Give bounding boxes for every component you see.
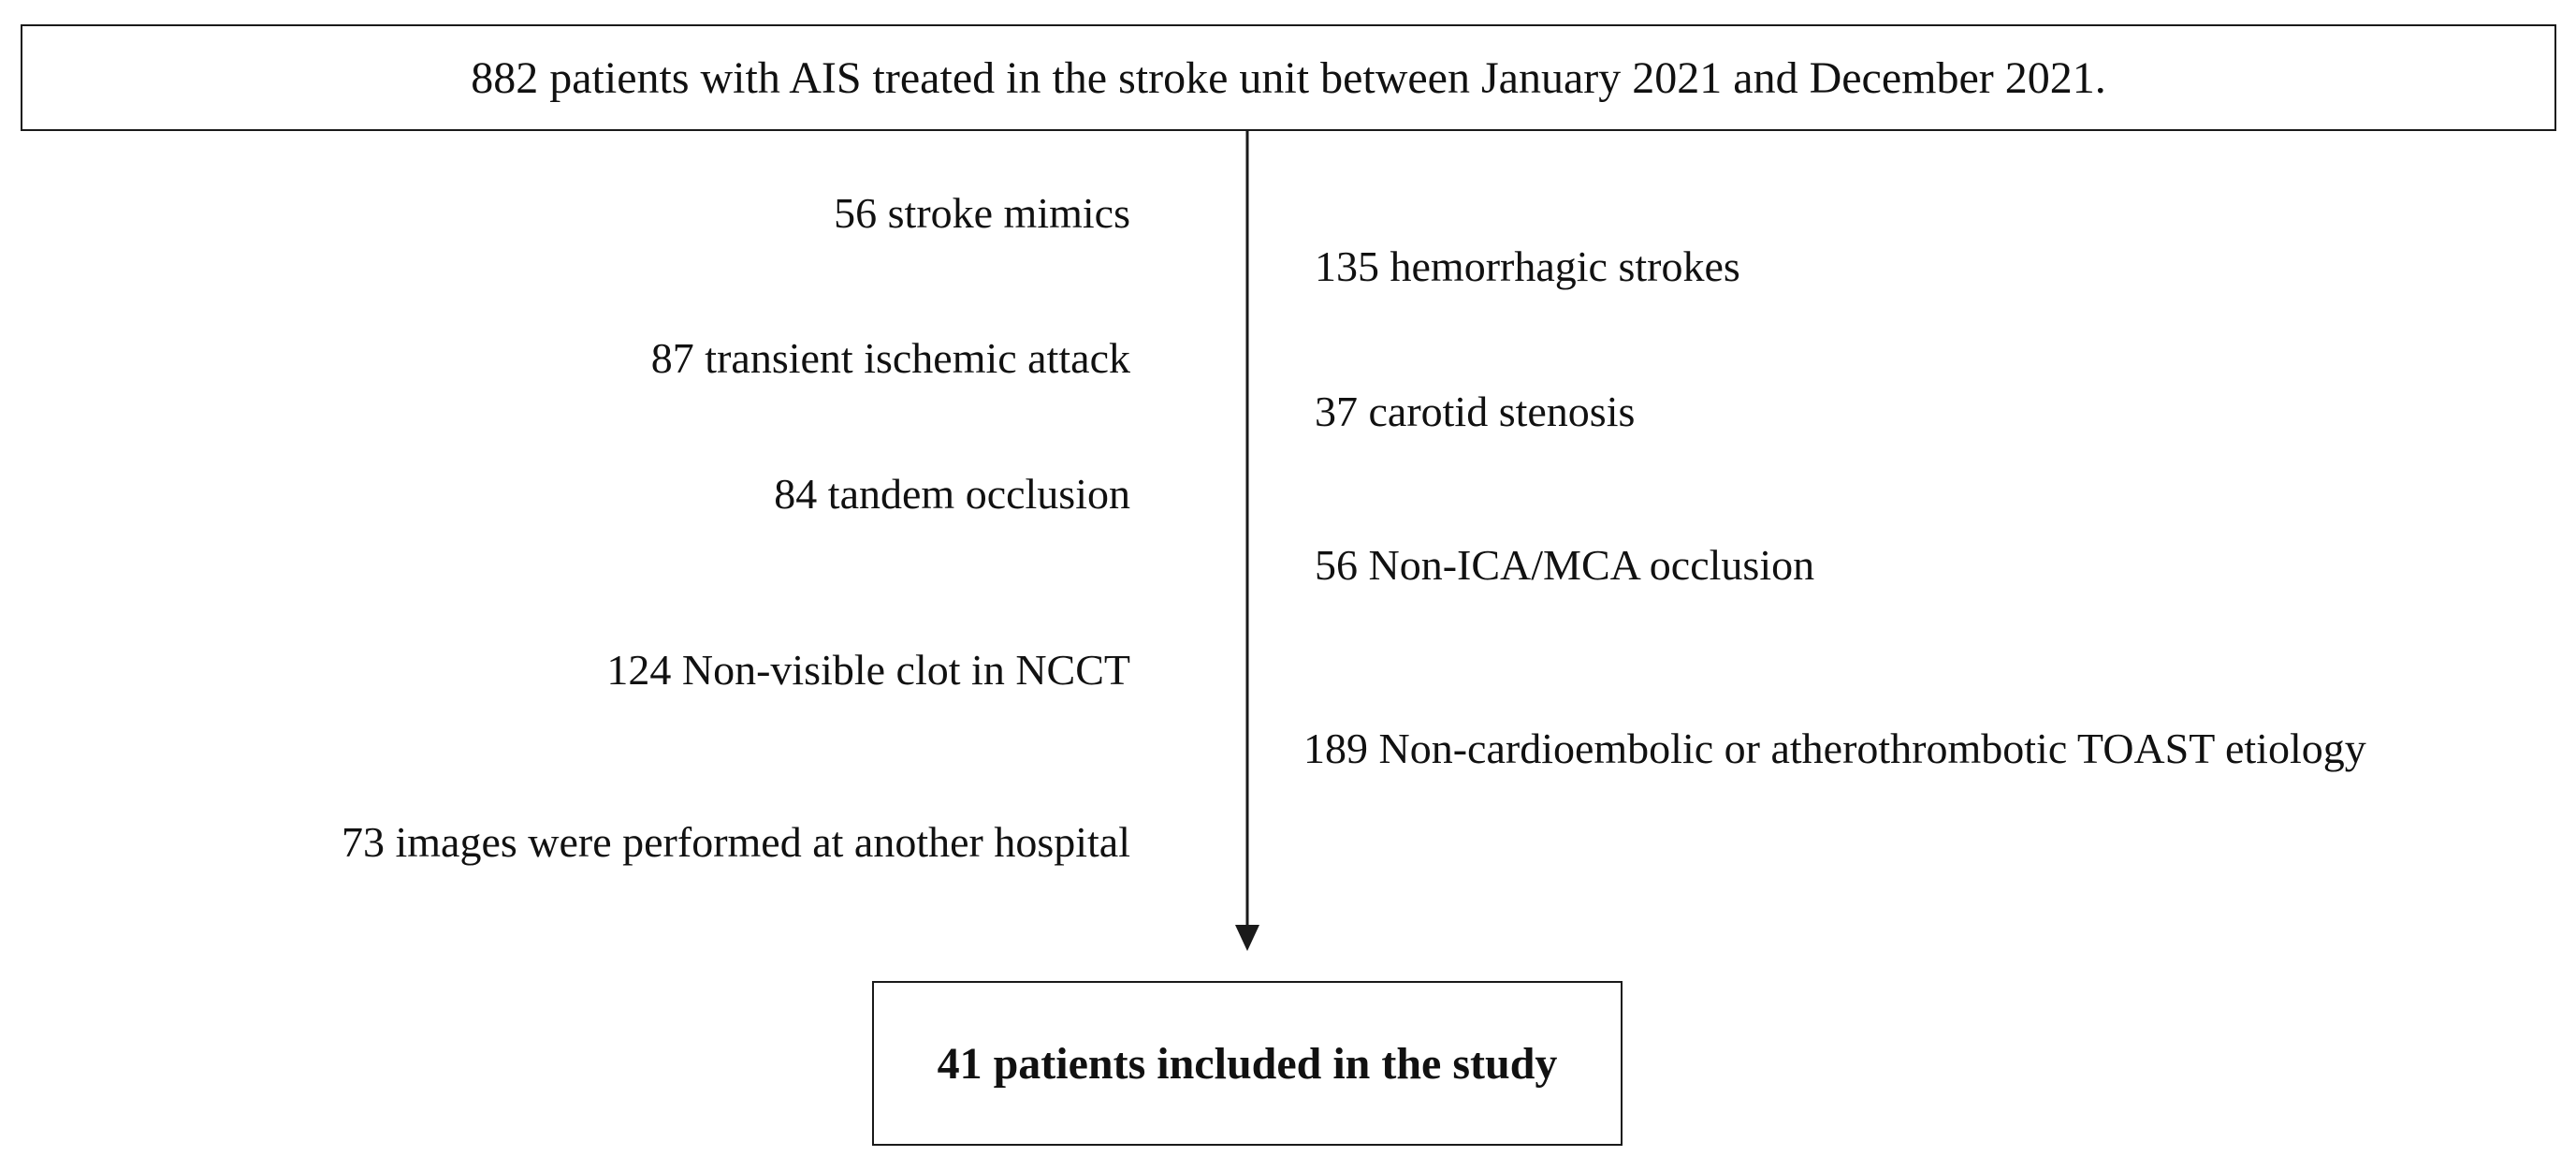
exclusion-tandem-occlusion: 84 tandem occlusion — [774, 470, 1130, 518]
flow-arrow-head — [1235, 925, 1259, 951]
exclusion-carotid-stenosis: 37 carotid stenosis — [1315, 388, 1636, 435]
initial-cohort-text: 882 patients with AIS treated in the stroke unit between January 2021 and December 2021. — [471, 52, 2106, 103]
exclusion-images-other-hospital: 73 images were performed at another hospital — [341, 818, 1130, 866]
included-cohort-box — [872, 981, 1623, 1146]
exclusion-transient-ischemic-attack: 87 transient ischemic attack — [650, 334, 1130, 382]
exclusion-hemorrhagic-strokes: 135 hemorrhagic strokes — [1315, 242, 1740, 290]
exclusion-non-ica-mca-occlusion: 56 Non-ICA/MCA occlusion — [1315, 541, 1815, 589]
exclusion-non-visible-clot: 124 Non-visible clot in NCCT — [606, 646, 1130, 694]
included-cohort-text: 41 patients included in the study — [937, 1038, 1558, 1089]
exclusion-stroke-mimics: 56 stroke mimics — [834, 189, 1130, 237]
exclusion-non-cardioembolic-toast: 189 Non-cardioembolic or atherothrombotic TOAST etiology — [1303, 725, 2366, 772]
